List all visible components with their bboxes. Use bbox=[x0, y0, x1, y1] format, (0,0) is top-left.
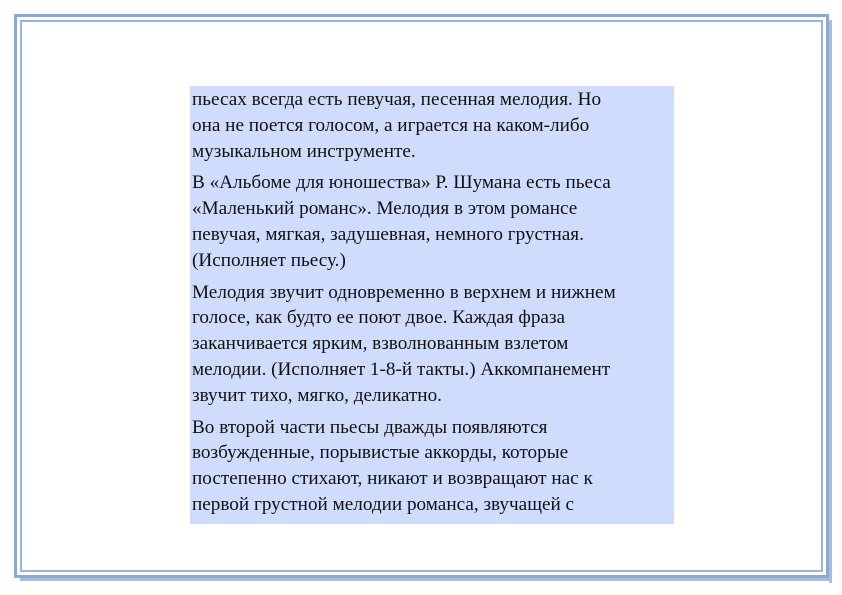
paragraph-4: Во второй части пьесы дважды появляются возбужденные, порывистые аккорды, которые постепенно стихают, никают и возвращают нас к первой грустной мелодии романса, звучащей с bbox=[192, 416, 593, 515]
slide-text-box[interactable] bbox=[190, 86, 674, 524]
paragraph-1: пьесах всегда есть певучая, песенная мелодия. Но она не поется голосом, а играется на каком-либо музыкальном инструменте. bbox=[192, 89, 602, 162]
frame-shadow-right bbox=[829, 20, 832, 583]
paragraph-2: В «Альбоме для юношества» Р. Шумана есть пьеса «Маленький романс». Мелодия в этом романсе певучая, мягкая, задушевная, немного грустная. (Исполняет пьесу.) bbox=[192, 172, 611, 271]
frame-shadow-bottom bbox=[20, 578, 832, 581]
paragraph-3: Мелодия звучит одновременно в верхнем и нижнем голосе, как будто ее поют двое. Каждая фраза заканчивается ярким, взволнованным взлетом мелодии. (Исполняет 1-8-й такты.) Аккомпанемент звучит тихо, мягко, деликатно. bbox=[192, 281, 616, 406]
